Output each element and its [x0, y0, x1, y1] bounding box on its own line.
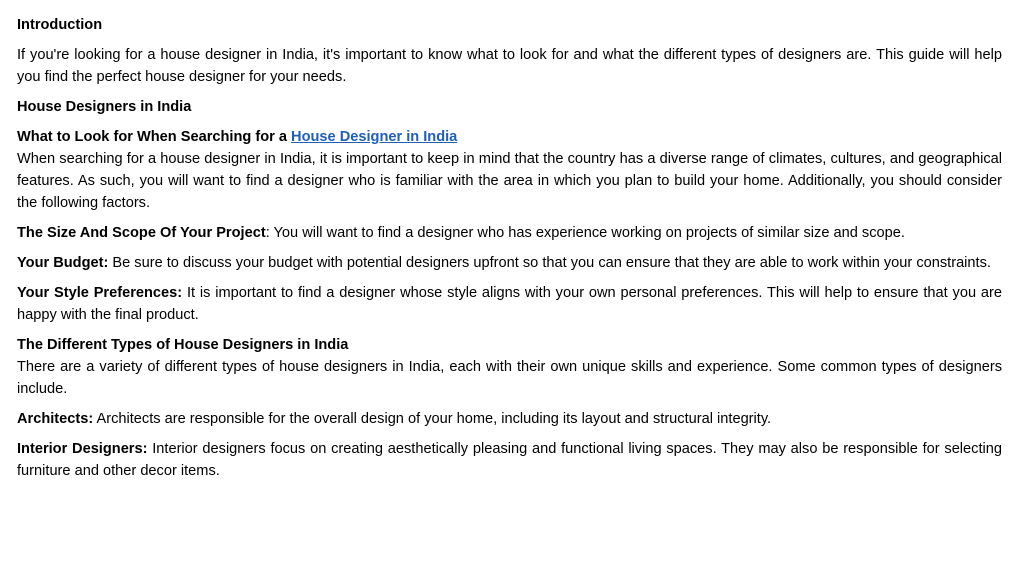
introduction-heading: Introduction [17, 17, 103, 33]
factor-term: Your Budget: [17, 255, 109, 271]
type-text: Interior designers focus on creating aesthetically pleasing and functional living spaces. They may also be responsible for selecting furniture and other decor items. [17, 441, 1002, 479]
what-to-look-for-heading-text: What to Look for When Searching for a [17, 129, 292, 145]
factor-budget [17, 252, 1002, 274]
types-heading: The Different Types of House Designers in India [17, 337, 349, 353]
type-interior-designers [17, 438, 1002, 482]
what-to-look-for-paragraph: When searching for a house designer in India, it is important to keep in mind that the country has a diverse range of climates, cultures, and geographical features. As such, you will want to find a designer who is familiar with the area in which you plan to build your home. Additionally, you should consider the following factors. [17, 151, 1002, 211]
factor-style-preferences [17, 282, 1002, 326]
factor-term: The Size And Scope Of Your Project [17, 225, 266, 241]
introduction-paragraph: If you're looking for a house designer in India, it's important to know what to look for and what the different types of designers are. This guide will help you find the perfect house designer for your needs. [17, 47, 1002, 85]
factor-size-scope [17, 222, 1002, 244]
what-to-look-for-heading [17, 126, 1002, 148]
type-text: Architects are responsible for the overall design of your home, including its layout and structural integrity. [93, 411, 772, 427]
types-paragraph: There are a variety of different types of house designers in India, each with their own unique skills and experience. Some common types of designers include. [17, 359, 1002, 397]
type-term: Interior Designers: [17, 441, 148, 457]
factor-text: It is important to find a designer whose style aligns with your own personal preferences. This will help to ensure that you are happy with the final product. [17, 285, 1003, 323]
type-architects [17, 408, 1002, 430]
house-designers-heading: House Designers in India [17, 99, 192, 115]
factor-term: Your Style Preferences: [17, 285, 183, 301]
factor-text: Be sure to discuss your budget with potential designers upfront so that you can ensure that they are able to work within your constraints. [108, 255, 991, 271]
document-body [17, 14, 1002, 490]
house-designer-link[interactable]: House Designer in India [291, 129, 458, 145]
type-term: Architects: [17, 411, 94, 427]
factor-text: : You will want to find a designer who has experience working on projects of similar size and scope. [265, 225, 905, 241]
